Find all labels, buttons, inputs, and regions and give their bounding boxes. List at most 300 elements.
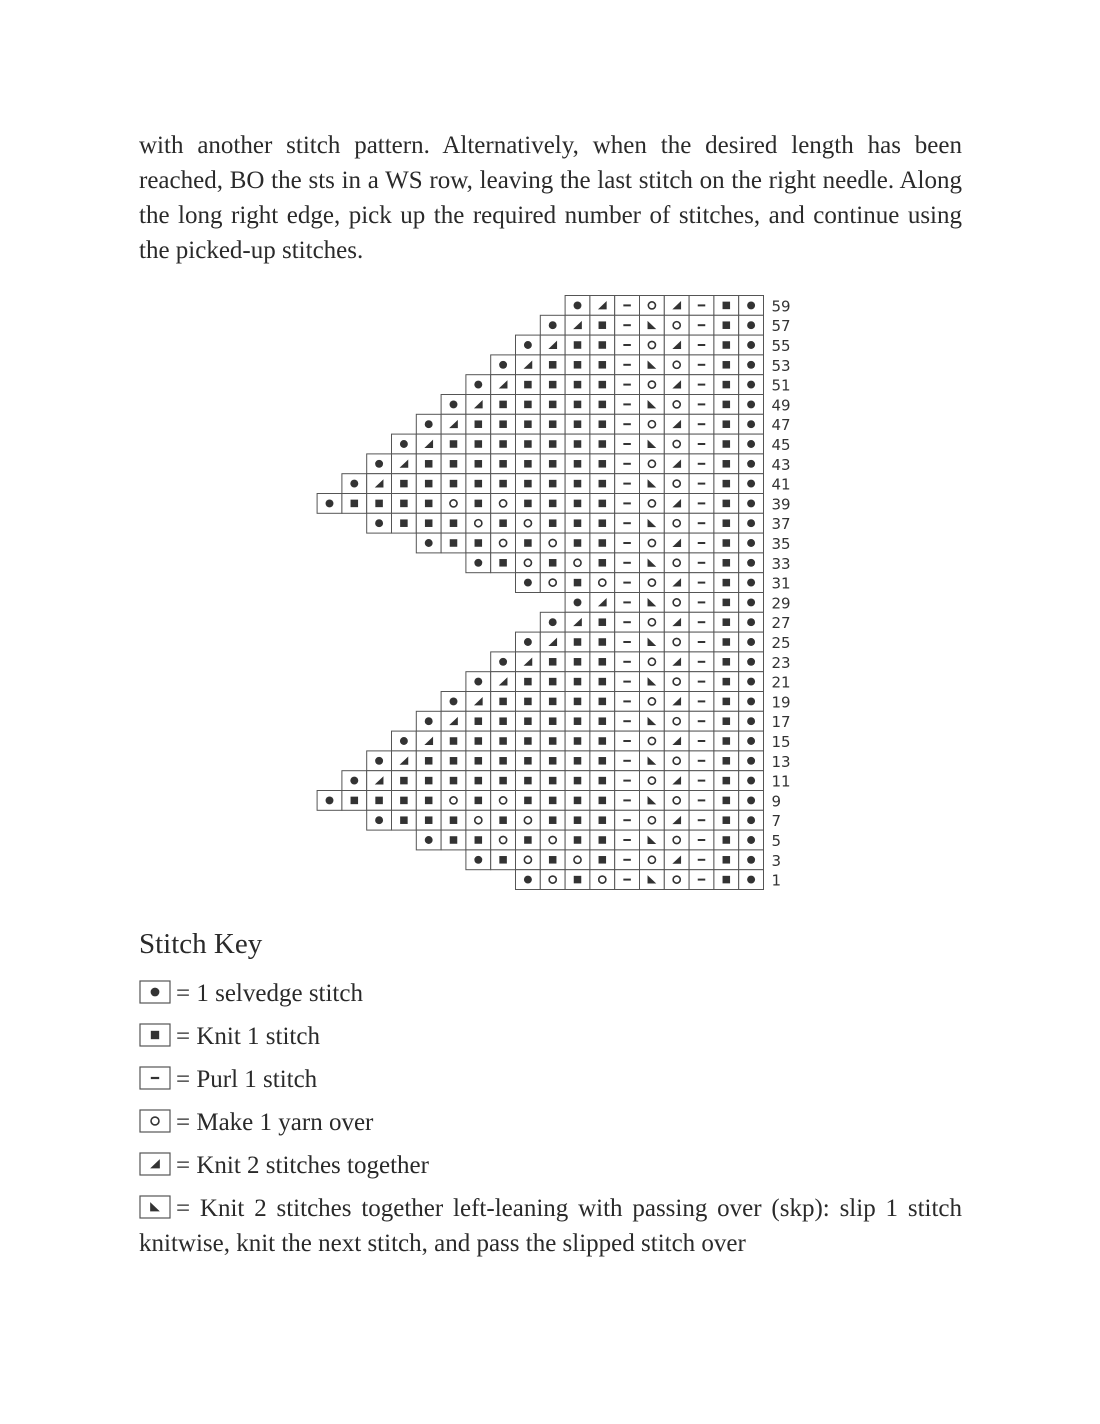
row-number-label: 9: [771, 792, 782, 811]
purl-symbol: [623, 740, 631, 742]
selvedge-symbol: [350, 480, 358, 488]
chart-cell: [640, 652, 665, 672]
purl-symbol: [623, 879, 631, 881]
selvedge-symbol: [747, 579, 755, 587]
knit-symbol: [400, 797, 408, 805]
selvedge-symbol: [747, 658, 755, 666]
knit-symbol: [450, 816, 458, 824]
purl-symbol: [623, 423, 631, 425]
selvedge-symbol: [747, 816, 755, 824]
row-number-label: 33: [771, 554, 791, 573]
knit-symbol: [450, 460, 458, 468]
selvedge-symbol: [747, 519, 755, 527]
purl-symbol: [698, 463, 706, 465]
selvedge-symbol: [574, 598, 582, 606]
purl-symbol: [698, 344, 706, 346]
selvedge-symbol: [524, 341, 532, 349]
selvedge-symbol: [425, 420, 433, 428]
knit-symbol: [524, 539, 532, 547]
purl-symbol: [623, 839, 631, 841]
row-number-label: 1: [771, 871, 782, 890]
selvedge-symbol: [326, 796, 334, 804]
chart-row: [392, 434, 791, 454]
selvedge-symbol: [151, 988, 160, 997]
purl-symbol: [698, 839, 706, 841]
selvedge-symbol: [425, 836, 433, 844]
row-number-label: 57: [771, 317, 791, 336]
selvedge-symbol: [400, 737, 408, 745]
row-number-label: 47: [771, 416, 791, 435]
chart-row: [491, 652, 791, 672]
knit-symbol: [499, 816, 507, 824]
knit-symbol: [499, 757, 507, 765]
chart-row: [516, 335, 791, 355]
purl-symbol: [623, 443, 631, 445]
chart-row: [565, 593, 790, 613]
knit-symbol: [524, 401, 532, 409]
knit-symbol: [549, 757, 557, 765]
knit-symbol: [723, 579, 731, 587]
knit-symbol: [574, 638, 582, 646]
purl-symbol: [623, 582, 631, 584]
knit-symbol: [723, 440, 731, 448]
knit-symbol: [549, 816, 557, 824]
purl-symbol: [698, 582, 706, 584]
selvedge-symbol: [747, 460, 755, 468]
row-number-label: 23: [771, 653, 791, 672]
selvedge-symbol: [549, 321, 557, 329]
knit-symbol: [499, 519, 507, 527]
purl-symbol: [623, 364, 631, 366]
knit-symbol: [524, 480, 532, 488]
chart-cell: [664, 672, 689, 692]
selvedge-symbol: [549, 618, 557, 626]
purl-symbol: [698, 364, 706, 366]
knit-symbol: [723, 658, 731, 666]
selvedge-symbol: [747, 836, 755, 844]
key-item-label: = 1 selvedge stitch: [176, 980, 363, 1007]
knit-symbol: [574, 341, 582, 349]
row-number-label: 17: [771, 713, 791, 732]
purl-symbol: [698, 819, 706, 821]
chart-row: [491, 355, 791, 375]
purl-symbol: [698, 879, 706, 881]
selvedge-symbol: [747, 361, 755, 369]
purl-symbol: [623, 720, 631, 722]
knit-symbol: [549, 777, 557, 785]
purl-symbol: [698, 661, 706, 663]
chart-cell: [640, 810, 665, 830]
chart-cell: [664, 355, 689, 375]
chart-cell: [664, 315, 689, 335]
chart-cell: [664, 632, 689, 652]
purl-symbol: [623, 859, 631, 861]
chart-cell: [664, 434, 689, 454]
row-number-label: 39: [771, 495, 791, 514]
knit-symbol: [723, 816, 731, 824]
chart-cell: [640, 494, 665, 514]
knit-stitch-icon: [139, 1023, 171, 1047]
knit-symbol: [425, 757, 433, 765]
knit-symbol: [400, 480, 408, 488]
knit-symbol: [599, 777, 607, 785]
selvedge-symbol: [450, 697, 458, 705]
knit-symbol: [549, 420, 557, 428]
purl-symbol: [623, 463, 631, 465]
row-number-label: 49: [771, 396, 791, 415]
purl-symbol: [698, 403, 706, 405]
purl-symbol: [698, 740, 706, 742]
chart-cell: [441, 791, 466, 811]
row-number-label: 27: [771, 614, 791, 633]
chart-row: [516, 573, 791, 593]
key-item-label: = Knit 2 stitches together: [176, 1152, 429, 1179]
knit-symbol: [425, 500, 433, 508]
knit-symbol: [375, 500, 383, 508]
purl-symbol: [623, 780, 631, 782]
row-number-label: 11: [771, 772, 791, 791]
knit-symbol: [400, 500, 408, 508]
key-item-label: = Knit 1 stitch: [176, 1023, 320, 1050]
knit-symbol: [524, 420, 532, 428]
purl-symbol: [698, 443, 706, 445]
knit-symbol: [599, 341, 607, 349]
knit-symbol: [723, 618, 731, 626]
knit-symbol: [151, 1031, 159, 1039]
selvedge-symbol: [474, 678, 482, 686]
chart-cell: [664, 395, 689, 415]
chart-row: [441, 395, 790, 415]
knit-symbol: [425, 797, 433, 805]
selvedge-symbol: [747, 876, 755, 884]
knit-symbol: [599, 460, 607, 468]
knit-symbol: [475, 440, 483, 448]
selvedge-symbol: [747, 618, 755, 626]
knit-symbol: [450, 836, 458, 844]
chart-row: [466, 375, 791, 395]
selvedge-symbol: [747, 697, 755, 705]
chart-row: [342, 474, 791, 494]
key-item-k2tog: [139, 1148, 429, 1183]
knit-symbol: [499, 480, 507, 488]
key-item-skp: [139, 1191, 962, 1261]
knit-symbol: [499, 698, 507, 706]
knit-symbol: [549, 678, 557, 686]
knit-symbol: [499, 737, 507, 745]
knit-symbol: [723, 836, 731, 844]
knit-symbol: [549, 381, 557, 389]
chart-cell: [640, 771, 665, 791]
chart-cell: [540, 870, 565, 890]
knit-symbol: [723, 401, 731, 409]
knit-symbol: [375, 797, 383, 805]
chart-row: [540, 315, 790, 335]
chart-cell: [516, 513, 541, 533]
chart-cell: [491, 791, 516, 811]
knit-symbol: [723, 757, 731, 765]
purl-symbol: [698, 641, 706, 643]
knit-symbol: [524, 460, 532, 468]
knit-symbol: [574, 757, 582, 765]
purl-symbol: [698, 621, 706, 623]
knit-symbol: [549, 480, 557, 488]
row-number-label: 53: [771, 356, 791, 375]
knit-symbol: [549, 856, 557, 864]
selvedge-symbol: [747, 341, 755, 349]
knit-symbol: [599, 321, 607, 329]
knit-symbol: [475, 836, 483, 844]
selvedge-symbol: [747, 301, 755, 309]
purl-symbol: [623, 700, 631, 702]
chart-cell: [640, 692, 665, 712]
knit-symbol: [723, 797, 731, 805]
chart-cell: [664, 830, 689, 850]
knit-symbol: [549, 698, 557, 706]
knit-symbol: [475, 460, 483, 468]
purl-symbol: [623, 799, 631, 801]
knit-symbol: [599, 440, 607, 448]
selvedge-symbol: [747, 420, 755, 428]
knit-symbol: [499, 777, 507, 785]
purl-symbol: [623, 403, 631, 405]
stitch-key-title: Stitch Key: [139, 928, 263, 960]
chart-row: [367, 513, 791, 533]
knit-symbol: [723, 500, 731, 508]
chart-cell: [491, 830, 516, 850]
purl-symbol: [623, 681, 631, 683]
selvedge-symbol: [747, 539, 755, 547]
knit-symbol: [723, 876, 731, 884]
purl-symbol: [623, 483, 631, 485]
chart-row: [466, 553, 791, 573]
selvedge-symbol: [499, 361, 507, 369]
chart-cell: [466, 513, 491, 533]
selvedge-symbol: [747, 856, 755, 864]
chart-row: [466, 850, 781, 870]
knit-symbol: [599, 797, 607, 805]
chart-row: [392, 731, 791, 751]
knit-symbol: [723, 361, 731, 369]
selvedge-symbol: [474, 381, 482, 389]
chart-cell: [516, 553, 541, 573]
knit-symbol: [450, 757, 458, 765]
key-item-selvedge: [139, 976, 363, 1011]
purl-symbol: [698, 304, 706, 306]
knit-symbol: [450, 519, 458, 527]
knit-symbol: [574, 876, 582, 884]
chart-cell: [664, 593, 689, 613]
purl-symbol: [698, 502, 706, 504]
chart-row: [317, 494, 790, 514]
knit-symbol: [499, 717, 507, 725]
chart-row: [317, 791, 781, 811]
knit-symbol: [574, 519, 582, 527]
purl-symbol: [698, 780, 706, 782]
knit-symbol: [723, 599, 731, 607]
knit-symbol: [723, 420, 731, 428]
knit-symbol: [400, 816, 408, 824]
knit-symbol: [574, 836, 582, 844]
selvedge-symbol: [425, 539, 433, 547]
row-number-label: 55: [771, 337, 791, 355]
selvedge-symbol: [375, 816, 383, 824]
knit-symbol: [723, 519, 731, 527]
purl-symbol: [698, 423, 706, 425]
knit-symbol: [450, 480, 458, 488]
knit-symbol: [599, 856, 607, 864]
chart-row: [466, 672, 791, 692]
knit-symbol: [450, 777, 458, 785]
selvedge-symbol: [747, 381, 755, 389]
row-number-label: 3: [771, 851, 782, 870]
selvedge-symbol: [375, 757, 383, 765]
knit-symbol: [723, 321, 731, 329]
knit-symbol: [499, 856, 507, 864]
selvedge-symbol: [425, 717, 433, 725]
purl-symbol: [698, 859, 706, 861]
chart-row: [416, 533, 790, 553]
knit-symbol: [723, 856, 731, 864]
knit-symbol: [450, 737, 458, 745]
purl-symbol: [623, 760, 631, 762]
chart-row: [367, 810, 781, 830]
knit-symbol: [549, 797, 557, 805]
knit-symbol: [475, 500, 483, 508]
knit-symbol: [574, 401, 582, 409]
row-number-label: 29: [771, 594, 791, 613]
knit-symbol: [475, 717, 483, 725]
purl-symbol: [698, 522, 706, 524]
purl-symbol: [623, 522, 631, 524]
selvedge-symbol: [524, 579, 532, 587]
knit-symbol: [599, 678, 607, 686]
row-number-label: 31: [771, 574, 791, 593]
knit-symbol: [723, 737, 731, 745]
knit-symbol: [524, 797, 532, 805]
intro-paragraph: with another stitch pattern. Alternatively, when the desired length has been reached, BO the sts in a WS row, leaving the last stitch on the right needle. Along the long right edge, pick up the required number of stitches, and continue using the picked-up stitches.: [139, 132, 962, 264]
chart-cell: [466, 810, 491, 830]
knit-symbol: [524, 500, 532, 508]
knit-symbol: [574, 797, 582, 805]
row-number-label: 37: [771, 515, 791, 534]
row-number-label: 7: [771, 812, 782, 831]
knit-symbol: [450, 440, 458, 448]
knit-symbol: [723, 678, 731, 686]
knit-symbol: [574, 480, 582, 488]
purl-symbol: [623, 819, 631, 821]
knit-symbol: [574, 717, 582, 725]
knit-symbol: [425, 460, 433, 468]
purl-symbol: [623, 324, 631, 326]
knit-symbol: [723, 381, 731, 389]
row-number-label: 35: [771, 535, 791, 553]
knit-symbol: [499, 401, 507, 409]
selvedge-symbol: [450, 400, 458, 408]
purl-symbol: [698, 562, 706, 564]
selvedge-symbol: [747, 678, 755, 686]
selvedge-symbol: [326, 499, 334, 507]
chart-cell: [664, 513, 689, 533]
knit-symbol: [574, 698, 582, 706]
chart-cell: [640, 375, 665, 395]
selvedge-symbol: [747, 796, 755, 804]
purl-symbol: [698, 384, 706, 386]
chart-row: [516, 632, 791, 652]
selvedge-symbol: [747, 598, 755, 606]
knit-symbol: [499, 460, 507, 468]
selvedge-symbol: [747, 559, 755, 567]
knit-symbol: [723, 638, 731, 646]
chart-cell: [640, 573, 665, 593]
chart-cell: [640, 612, 665, 632]
selvedge-symbol: [747, 400, 755, 408]
chart-row: [367, 454, 791, 474]
knit-symbol: [574, 460, 582, 468]
purl-symbol: [698, 700, 706, 702]
row-number-label: 5: [771, 832, 782, 850]
knit-symbol: [524, 757, 532, 765]
knit-symbol: [499, 420, 507, 428]
selvedge-symbol: [375, 519, 383, 527]
chart-row: [516, 870, 782, 890]
purl-symbol: [623, 304, 631, 306]
purl-symbol: [698, 601, 706, 603]
knit-symbol: [549, 717, 557, 725]
selvedge-symbol: [747, 757, 755, 765]
knit-symbol: [599, 737, 607, 745]
selvedge-symbol: [474, 856, 482, 864]
chart-cell: [540, 830, 565, 850]
knit-symbol: [574, 500, 582, 508]
selvedge-symbol: [747, 638, 755, 646]
knit-symbol: [499, 440, 507, 448]
chart-cell: [540, 533, 565, 553]
chart-cell: [640, 850, 665, 870]
knit-symbol: [723, 559, 731, 567]
knit-symbol: [599, 836, 607, 844]
knit-symbol: [599, 480, 607, 488]
knit-symbol: [599, 816, 607, 824]
key-item-yarn-over: [139, 1105, 373, 1140]
knit-symbol: [400, 777, 408, 785]
knit-symbol: [475, 737, 483, 745]
purl-symbol: [623, 661, 631, 663]
purl-symbol: [623, 542, 631, 544]
knit-symbol: [524, 440, 532, 448]
knit-symbol: [599, 401, 607, 409]
chart-cell: [640, 533, 665, 553]
row-number-label: 19: [771, 693, 791, 712]
chart-cell: [664, 474, 689, 494]
knit-symbol: [351, 500, 359, 508]
row-number-label: 21: [771, 673, 791, 692]
knit-symbol: [574, 816, 582, 824]
knit-symbol: [599, 519, 607, 527]
knit-symbol: [549, 401, 557, 409]
chart-row: [416, 830, 781, 850]
knit-symbol: [400, 519, 408, 527]
row-number-label: 15: [771, 733, 791, 751]
skp-icon: [139, 1195, 171, 1219]
purl-symbol: [623, 384, 631, 386]
knit-symbol: [549, 658, 557, 666]
purl-symbol: [623, 641, 631, 643]
knit-symbol: [574, 579, 582, 587]
knit-symbol: [475, 777, 483, 785]
key-item-knit: [139, 1019, 320, 1054]
knit-symbol: [425, 480, 433, 488]
knit-symbol: [524, 698, 532, 706]
